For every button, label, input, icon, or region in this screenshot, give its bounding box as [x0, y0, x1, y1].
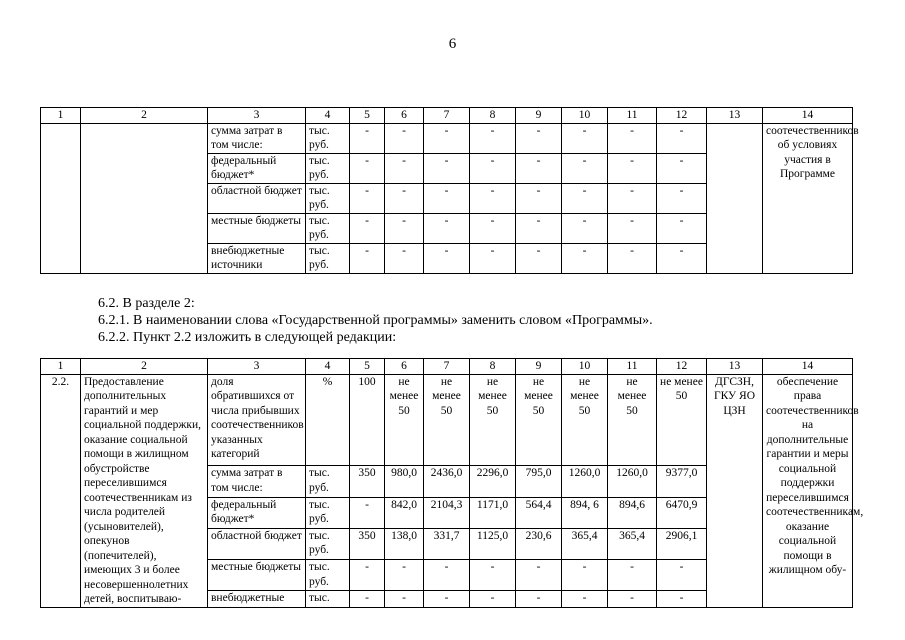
unit-cell: тыс. руб. — [306, 153, 350, 183]
indicator-cell: сумма затрат в том числе: — [208, 466, 306, 497]
value-cell: 894,6 — [608, 497, 657, 528]
value-cell: - — [350, 243, 385, 273]
value-cell: не менее 50 — [385, 374, 424, 466]
executor-cell — [707, 123, 763, 273]
unit-cell: тыс. руб. — [306, 243, 350, 273]
value-cell: - — [657, 183, 707, 213]
unit-cell: тыс. руб. — [306, 213, 350, 243]
indicator-cell: внебюджетные источники — [208, 243, 306, 273]
value-cell: - — [608, 153, 657, 183]
value-cell: 100 — [350, 374, 385, 466]
column-number: 1 — [41, 359, 81, 375]
value-cell: 350 — [350, 528, 385, 559]
unit-cell: тыс. руб. — [306, 183, 350, 213]
column-number: 9 — [516, 359, 562, 375]
item-number-cell — [41, 123, 81, 273]
table-continued — [40, 107, 859, 274]
result-cell: обеспечение права соотечественников на дополнительные гарантии и меры социальной поддержки переселившимся соотечественникам, оказание социальной помощи в жилищном обу- — [763, 374, 853, 607]
column-number: 14 — [763, 359, 853, 375]
table-row — [41, 123, 853, 153]
value-cell: - — [516, 183, 562, 213]
column-number: 5 — [350, 108, 385, 124]
column-number: 2 — [81, 108, 208, 124]
value-cell: - — [562, 591, 608, 607]
value-cell: - — [350, 497, 385, 528]
value-cell: не менее 50 — [562, 374, 608, 466]
indicator-cell: федеральный бюджет* — [208, 153, 306, 183]
column-number: 6 — [385, 359, 424, 375]
column-number: 5 — [350, 359, 385, 375]
column-number: 4 — [306, 359, 350, 375]
column-number: 10 — [562, 359, 608, 375]
value-cell: - — [385, 591, 424, 607]
value-cell: 9377,0 — [657, 466, 707, 497]
value-cell: 138,0 — [385, 528, 424, 559]
table-new-revision — [40, 358, 864, 608]
value-cell: - — [385, 213, 424, 243]
value-cell: - — [562, 560, 608, 591]
column-number: 12 — [657, 108, 707, 124]
indicator-cell: доля обратившихся от числа прибывших соотечественников указанных категорий — [208, 374, 306, 466]
value-cell: 2104,3 — [424, 497, 470, 528]
value-cell: - — [350, 183, 385, 213]
value-cell: 1125,0 — [470, 528, 516, 559]
value-cell: - — [470, 591, 516, 607]
column-number: 3 — [208, 108, 306, 124]
column-number: 14 — [763, 108, 853, 124]
column-number: 11 — [608, 359, 657, 375]
value-cell: - — [657, 591, 707, 607]
value-cell: - — [424, 123, 470, 153]
value-cell: - — [424, 213, 470, 243]
value-cell: 365,4 — [608, 528, 657, 559]
value-cell: - — [470, 153, 516, 183]
value-cell: - — [385, 560, 424, 591]
value-cell: - — [562, 243, 608, 273]
value-cell: - — [608, 183, 657, 213]
column-number: 2 — [81, 359, 208, 375]
value-cell: не менее 50 — [657, 374, 707, 466]
measure-cell: Предоставление дополнительных гарантий и мер социальной поддержки, оказание социальной помощи в жилищном обустройстве переселившимся соотечественникам из числа родителей (усыновителей), опекунов (попечителей), имеющих 3 и более несовершеннолетних детей, воспитываю- — [81, 374, 208, 607]
value-cell: 2296,0 — [470, 466, 516, 497]
unit-cell: тыс. руб. — [306, 466, 350, 497]
value-cell: - — [470, 243, 516, 273]
value-cell: не менее 50 — [470, 374, 516, 466]
value-cell: - — [385, 123, 424, 153]
value-cell: - — [657, 213, 707, 243]
value-cell: - — [424, 153, 470, 183]
unit-cell: тыс. руб. — [306, 528, 350, 559]
indicator-cell: сумма затрат в том числе: — [208, 123, 306, 153]
value-cell: - — [470, 560, 516, 591]
indicator-cell: федеральный бюджет* — [208, 497, 306, 528]
value-cell: - — [608, 560, 657, 591]
column-number: 6 — [385, 108, 424, 124]
value-cell: - — [350, 560, 385, 591]
unit-cell: тыс. — [306, 591, 350, 607]
column-number: 1 — [41, 108, 81, 124]
value-cell: - — [385, 243, 424, 273]
value-cell: - — [608, 243, 657, 273]
column-number: 12 — [657, 359, 707, 375]
value-cell: - — [385, 153, 424, 183]
value-cell: 894, 6 — [562, 497, 608, 528]
value-cell: - — [516, 591, 562, 607]
indicator-cell: внебюджетные — [208, 591, 306, 607]
column-number: 8 — [470, 108, 516, 124]
value-cell: 331,7 — [424, 528, 470, 559]
value-cell: 1260,0 — [562, 466, 608, 497]
value-cell: - — [470, 123, 516, 153]
value-cell: 1260,0 — [608, 466, 657, 497]
unit-cell: тыс. руб. — [306, 497, 350, 528]
value-cell: - — [350, 213, 385, 243]
value-cell: - — [424, 183, 470, 213]
value-cell: - — [424, 243, 470, 273]
unit-cell: % — [306, 374, 350, 466]
column-number: 4 — [306, 108, 350, 124]
value-cell: - — [350, 591, 385, 607]
column-number: 7 — [424, 108, 470, 124]
value-cell: - — [516, 123, 562, 153]
column-number: 13 — [707, 108, 763, 124]
column-number: 3 — [208, 359, 306, 375]
value-cell: - — [516, 560, 562, 591]
value-cell: - — [657, 153, 707, 183]
table-row — [41, 374, 853, 466]
column-number-row — [41, 359, 853, 375]
value-cell: 842,0 — [385, 497, 424, 528]
value-cell: - — [608, 591, 657, 607]
value-cell: - — [608, 123, 657, 153]
value-cell: - — [562, 153, 608, 183]
value-cell: - — [424, 591, 470, 607]
indicator-cell: местные бюджеты — [208, 213, 306, 243]
value-cell: 365,4 — [562, 528, 608, 559]
measure-cell — [81, 123, 208, 273]
amendment-line: 6.2.2. Пункт 2.2 изложить в следующей редакции: — [98, 330, 397, 345]
column-number: 9 — [516, 108, 562, 124]
value-cell: - — [608, 213, 657, 243]
value-cell: 795,0 — [516, 466, 562, 497]
value-cell: 230,6 — [516, 528, 562, 559]
column-number: 11 — [608, 108, 657, 124]
amendment-line: 6.2.1. В наименовании слова «Государственной программы» заменить словом «Программы». — [98, 313, 653, 328]
value-cell: 350 — [350, 466, 385, 497]
value-cell: - — [424, 560, 470, 591]
value-cell: - — [657, 243, 707, 273]
indicator-cell: областной бюджет — [208, 183, 306, 213]
indicator-cell: местные бюджеты — [208, 560, 306, 591]
value-cell: - — [657, 560, 707, 591]
value-cell: не менее 50 — [516, 374, 562, 466]
column-number: 13 — [707, 359, 763, 375]
value-cell: - — [516, 153, 562, 183]
value-cell: не менее 50 — [608, 374, 657, 466]
value-cell: не менее 50 — [424, 374, 470, 466]
column-number: 7 — [424, 359, 470, 375]
value-cell: 2906,1 — [657, 528, 707, 559]
value-cell: 564,4 — [516, 497, 562, 528]
executor-cell: ДГСЗН, ГКУ ЯО ЦЗН — [707, 374, 763, 607]
value-cell: - — [657, 123, 707, 153]
unit-cell: тыс. руб. — [306, 123, 350, 153]
indicator-cell: областной бюджет — [208, 528, 306, 559]
value-cell: - — [350, 123, 385, 153]
value-cell: - — [385, 183, 424, 213]
value-cell: - — [470, 183, 516, 213]
value-cell: 1171,0 — [470, 497, 516, 528]
value-cell: - — [516, 243, 562, 273]
value-cell: - — [470, 213, 516, 243]
item-number-cell: 2.2. — [41, 374, 81, 607]
value-cell: - — [562, 123, 608, 153]
value-cell: 2436,0 — [424, 466, 470, 497]
column-number: 10 — [562, 108, 608, 124]
amendment-line: 6.2. В разделе 2: — [98, 296, 195, 311]
value-cell: - — [562, 213, 608, 243]
value-cell: - — [562, 183, 608, 213]
unit-cell: тыс. руб. — [306, 560, 350, 591]
column-number: 8 — [470, 359, 516, 375]
value-cell: 6470,9 — [657, 497, 707, 528]
value-cell: 980,0 — [385, 466, 424, 497]
column-number-row — [41, 108, 853, 124]
value-cell: - — [350, 153, 385, 183]
page-number: 6 — [448, 36, 457, 52]
result-cell: соотечественников об условиях участия в Программе — [763, 123, 853, 273]
value-cell: - — [516, 213, 562, 243]
